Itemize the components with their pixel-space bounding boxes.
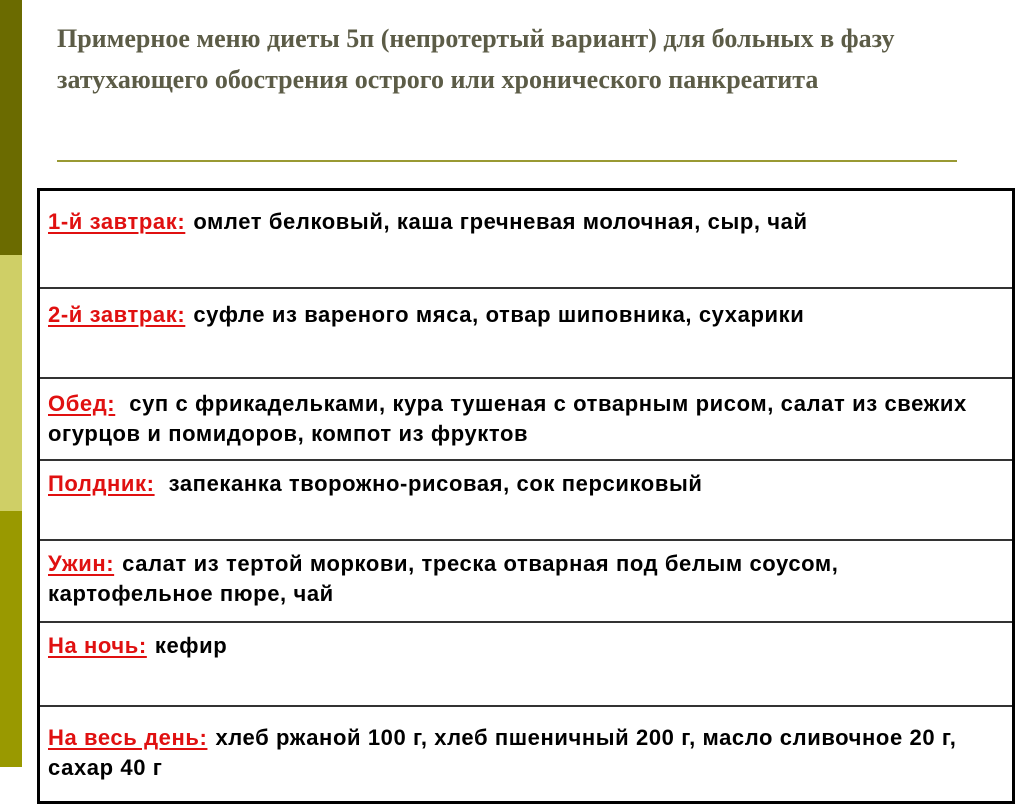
menu-cell	[39, 288, 1014, 378]
meal-items-lunch: суп с фрикадельками, кура тушеная с отварным рисом, салат из свежих огурцов и помидоров, компот из фруктов	[48, 391, 967, 446]
meal-items-dinner: салат из тертой моркови, треска отварная под белым соусом, картофельное пюре, чай	[48, 551, 839, 606]
slide-title: Примерное меню диеты 5п (непротертый вариант) для больных в фазу затухающего обострения острого или хронического панкреатита	[57, 24, 895, 94]
meal-label-breakfast-1: 1-й завтрак:	[48, 209, 186, 234]
menu-cell	[39, 378, 1014, 460]
meal-label-night: На ночь:	[48, 633, 147, 658]
side-bar-segment-mid	[0, 511, 22, 767]
menu-cell	[39, 540, 1014, 622]
meal-items-breakfast-1: омлет белковый, каша гречневая молочная, сыр, чай	[193, 209, 808, 234]
menu-cell	[39, 706, 1014, 803]
menu-row-whole-day	[39, 706, 1014, 803]
menu-cell	[39, 622, 1014, 706]
menu-row-afternoon-snack	[39, 460, 1014, 540]
menu-row-dinner	[39, 540, 1014, 622]
side-color-bar	[0, 0, 22, 767]
menu-cell	[39, 460, 1014, 540]
meal-items-afternoon-snack: запеканка творожно-рисовая, сок персиковый	[168, 471, 703, 496]
menu-cell	[39, 190, 1014, 289]
menu-row-breakfast-1	[39, 190, 1014, 289]
menu-row-breakfast-2	[39, 288, 1014, 378]
side-bar-segment-light	[0, 255, 22, 511]
meal-label-afternoon-snack: Полдник:	[48, 471, 155, 496]
meal-items-night: кефир	[154, 633, 228, 658]
meal-label-lunch: Обед:	[48, 391, 116, 416]
meal-items-whole-day: хлеб ржаной 100 г, хлеб пшеничный 200 г, масло сливочное 20 г, сахар 40 г	[48, 725, 957, 780]
title-underline-rule	[57, 160, 957, 162]
side-bar-segment-dark	[0, 0, 22, 255]
menu-table	[37, 188, 1015, 804]
meal-label-dinner: Ужин:	[48, 551, 115, 576]
menu-row-night	[39, 622, 1014, 706]
menu-row-lunch	[39, 378, 1014, 460]
meal-label-breakfast-2: 2-й завтрак:	[48, 302, 186, 327]
meal-label-whole-day: На весь день:	[48, 725, 208, 750]
meal-items-breakfast-2: суфле из вареного мяса, отвар шиповника, сухарики	[193, 302, 805, 327]
